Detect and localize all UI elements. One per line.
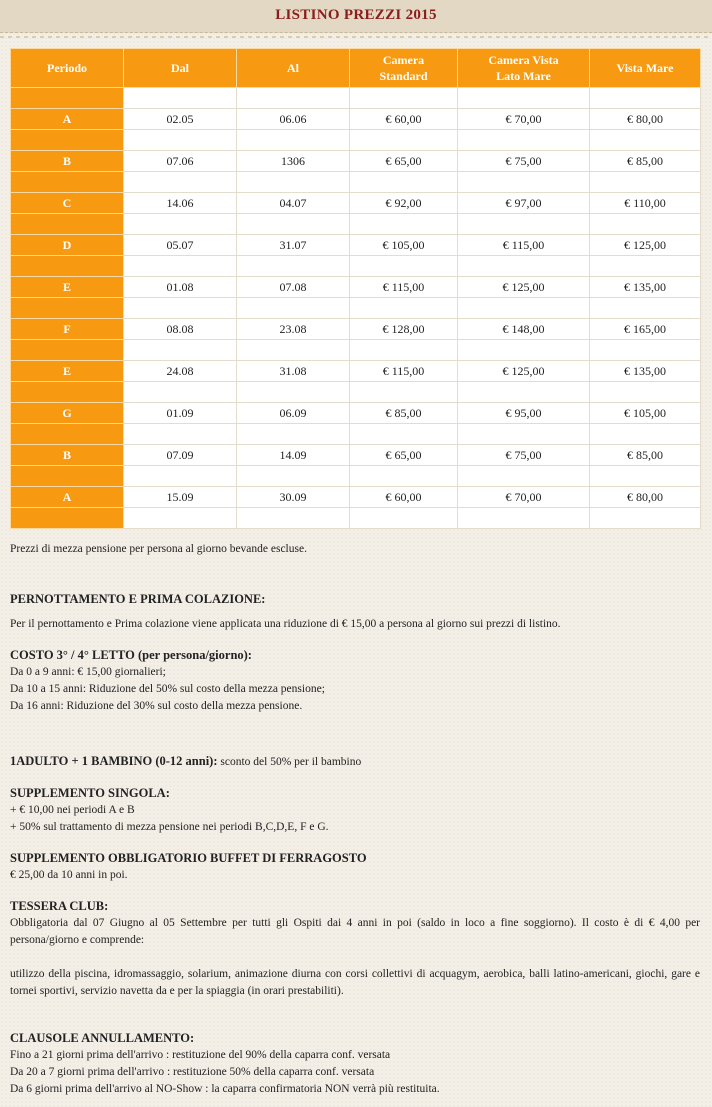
table-spacer-cell [124, 256, 237, 277]
table-spacer-row [11, 508, 701, 529]
beds-line: Da 16 anni: Riduzione del 30% sul costo della mezza pensione. [10, 700, 303, 712]
table-spacer-cell [590, 214, 701, 235]
header-camera-vista-lato-mare: Camera Vista Lato Mare [458, 49, 590, 88]
table-spacer-cell [237, 466, 350, 487]
table-spacer-cell [350, 424, 458, 445]
table-spacer-cell [458, 424, 590, 445]
table-spacer-cell [124, 130, 237, 151]
table-spacer-cell [11, 298, 124, 319]
cell-al: 06.09 [237, 403, 350, 424]
table-spacer-cell [237, 382, 350, 403]
table-header-row [11, 49, 701, 88]
table-spacer-cell [11, 172, 124, 193]
table-spacer-cell [350, 88, 458, 109]
header-camera-standard: Camera Standard [350, 49, 458, 88]
table-spacer-row [11, 130, 701, 151]
cell-camera-vista-lato-mare: € 125,00 [458, 277, 590, 298]
cell-camera-standard: € 85,00 [350, 403, 458, 424]
table-spacer-row [11, 88, 701, 109]
cell-periodo: G [11, 403, 124, 424]
club-includes: utilizzo della piscina, idromassaggio, solarium, animazione diurna con corsi collettivi di acquagym, aerobica, balli latino-americani, giochi, gare e tornei sportivi, servizio navetta da e per la spiaggia (in orari prestabiliti). [10, 968, 700, 997]
cell-dal: 24.08 [124, 361, 237, 382]
table-spacer-cell [237, 172, 350, 193]
club-heading: TESSERA CLUB: [10, 899, 109, 913]
table-spacer-cell [458, 130, 590, 151]
table-spacer-cell [458, 382, 590, 403]
cell-periodo: D [11, 235, 124, 256]
table-row [11, 403, 701, 424]
table-spacer-cell [590, 466, 701, 487]
cancel-line: Fino a 21 giorni prima dell'arrivo : restituzione del 90% della caparra conf. versata [10, 1049, 391, 1061]
cell-camera-standard: € 115,00 [350, 277, 458, 298]
table-spacer-row [11, 214, 701, 235]
cell-camera-standard: € 65,00 [350, 151, 458, 172]
cell-dal: 07.06 [124, 151, 237, 172]
cell-al: 23.08 [237, 319, 350, 340]
cell-dal: 08.08 [124, 319, 237, 340]
table-spacer-cell [458, 466, 590, 487]
table-spacer-cell [458, 214, 590, 235]
cell-vista-mare: € 85,00 [590, 151, 701, 172]
cell-camera-vista-lato-mare: € 75,00 [458, 151, 590, 172]
table-spacer-cell [590, 508, 701, 529]
table-spacer-cell [458, 508, 590, 529]
cell-camera-vista-lato-mare: € 75,00 [458, 445, 590, 466]
table-spacer-cell [124, 424, 237, 445]
cell-periodo: E [11, 361, 124, 382]
cell-vista-mare: € 135,00 [590, 361, 701, 382]
bnb-heading: PERNOTTAMENTO E PRIMA COLAZIONE: [10, 592, 266, 606]
cell-camera-standard: € 65,00 [350, 445, 458, 466]
single-line: + € 10,00 nei periodi A e B [10, 804, 135, 816]
cancel-heading: CLAUSOLE ANNULLAMENTO: [10, 1031, 195, 1045]
cell-vista-mare: € 105,00 [590, 403, 701, 424]
beds-heading: COSTO 3° / 4° LETTO (per persona/giorno): [10, 648, 252, 662]
table-spacer-cell [350, 508, 458, 529]
table-spacer-cell [11, 88, 124, 109]
cell-camera-vista-lato-mare: € 70,00 [458, 109, 590, 130]
table-spacer-cell [590, 172, 701, 193]
cell-camera-standard: € 128,00 [350, 319, 458, 340]
cell-dal: 01.09 [124, 403, 237, 424]
table-spacer-cell [11, 382, 124, 403]
header-al: Al [237, 49, 350, 88]
table-spacer-row [11, 466, 701, 487]
cell-periodo: B [11, 445, 124, 466]
cell-periodo: E [11, 277, 124, 298]
cell-camera-vista-lato-mare: € 97,00 [458, 193, 590, 214]
table-spacer-cell [11, 508, 124, 529]
beds-line: Da 0 a 9 anni: € 15,00 giornalieri; [10, 666, 166, 678]
price-table [10, 48, 701, 529]
cell-dal: 14.06 [124, 193, 237, 214]
table-spacer-cell [237, 256, 350, 277]
table-spacer-cell [350, 466, 458, 487]
table-spacer-cell [237, 214, 350, 235]
buffet-heading: SUPPLEMENTO OBBLIGATORIO BUFFET DI FERRAGOSTO [10, 851, 367, 865]
cancel-line: Da 20 a 7 giorni prima dell'arrivo : restituzione 50% della caparra conf. versata [10, 1066, 375, 1078]
cell-al: 07.08 [237, 277, 350, 298]
single-line: + 50% sul trattamento di mezza pensione nei periodi B,C,D,E, F e G. [10, 821, 329, 833]
cell-camera-vista-lato-mare: € 95,00 [458, 403, 590, 424]
cell-vista-mare: € 135,00 [590, 277, 701, 298]
cell-al: 30.09 [237, 487, 350, 508]
table-spacer-row [11, 298, 701, 319]
table-spacer-cell [590, 256, 701, 277]
table-spacer-cell [590, 298, 701, 319]
header-vista-mare: Vista Mare [590, 49, 701, 88]
cell-periodo: C [11, 193, 124, 214]
cell-vista-mare: € 165,00 [590, 319, 701, 340]
cell-dal: 02.05 [124, 109, 237, 130]
cell-vista-mare: € 110,00 [590, 193, 701, 214]
cell-vista-mare: € 125,00 [590, 235, 701, 256]
table-row [11, 151, 701, 172]
cell-dal: 05.07 [124, 235, 237, 256]
table-spacer-cell [237, 424, 350, 445]
table-spacer-cell [458, 88, 590, 109]
beds-line: Da 10 a 15 anni: Riduzione del 50% sul costo della mezza pensione; [10, 683, 325, 695]
adult-child-text: sconto del 50% per il bambino [217, 756, 362, 768]
table-row [11, 235, 701, 256]
cancel-line: Da 6 giorni prima dell'arrivo al NO-Show : la caparra confirmatoria NON verrà più restituita. [10, 1083, 440, 1095]
table-spacer-cell [458, 298, 590, 319]
table-spacer-cell [350, 214, 458, 235]
table-spacer-cell [590, 88, 701, 109]
table-spacer-cell [350, 130, 458, 151]
table-spacer-cell [124, 298, 237, 319]
title-bar [0, 0, 712, 33]
table-spacer-cell [237, 88, 350, 109]
cell-al: 1306 [237, 151, 350, 172]
table-row [11, 361, 701, 382]
table-spacer-cell [458, 256, 590, 277]
price-note: Prezzi di mezza pensione per persona al giorno bevande escluse. [10, 543, 307, 555]
cell-periodo: F [11, 319, 124, 340]
table-row [11, 487, 701, 508]
cell-dal: 01.08 [124, 277, 237, 298]
cell-vista-mare: € 80,00 [590, 109, 701, 130]
cell-al: 31.07 [237, 235, 350, 256]
cell-al: 14.09 [237, 445, 350, 466]
table-spacer-row [11, 340, 701, 361]
table-spacer-cell [11, 340, 124, 361]
table-spacer-row [11, 172, 701, 193]
table-row [11, 193, 701, 214]
table-spacer-row [11, 424, 701, 445]
club-text: Obbligatoria dal 07 Giugno al 05 Settembre per tutti gli Ospiti dai 4 anni in poi (saldo in loco a fine soggiorno). Il costo è di € 4,00 per persona/giorno e comprende: [10, 917, 700, 946]
table-row [11, 445, 701, 466]
table-spacer-cell [124, 214, 237, 235]
cell-camera-standard: € 92,00 [350, 193, 458, 214]
table-spacer-cell [11, 424, 124, 445]
cell-al: 04.07 [237, 193, 350, 214]
table-spacer-cell [237, 298, 350, 319]
table-spacer-cell [124, 88, 237, 109]
table-spacer-cell [11, 130, 124, 151]
table-spacer-cell [590, 340, 701, 361]
table-row [11, 319, 701, 340]
table-spacer-cell [458, 340, 590, 361]
content [10, 541, 700, 1098]
cell-camera-standard: € 115,00 [350, 361, 458, 382]
cell-camera-standard: € 60,00 [350, 487, 458, 508]
cell-dal: 15.09 [124, 487, 237, 508]
adult-child-line [10, 753, 700, 771]
table-spacer-cell [590, 424, 701, 445]
table-spacer-cell [350, 256, 458, 277]
table-spacer-cell [237, 508, 350, 529]
table-spacer-cell [11, 214, 124, 235]
cell-vista-mare: € 85,00 [590, 445, 701, 466]
cell-camera-vista-lato-mare: € 70,00 [458, 487, 590, 508]
table-spacer-cell [11, 256, 124, 277]
table-spacer-cell [350, 340, 458, 361]
bnb-text: Per il pernottamento e Prima colazione viene applicata una riduzione di € 15,00 a persona al giorno sui prezzi di listino. [10, 618, 561, 630]
cell-camera-standard: € 60,00 [350, 109, 458, 130]
single-heading: SUPPLEMENTO SINGOLA: [10, 786, 170, 800]
table-spacer-cell [124, 382, 237, 403]
cell-vista-mare: € 80,00 [590, 487, 701, 508]
table-row [11, 277, 701, 298]
table-spacer-cell [237, 130, 350, 151]
cell-dal: 07.09 [124, 445, 237, 466]
buffet-text: € 25,00 da 10 anni in poi. [10, 869, 128, 881]
table-spacer-cell [590, 382, 701, 403]
table-row [11, 109, 701, 130]
table-spacer-row [11, 256, 701, 277]
cell-camera-standard: € 105,00 [350, 235, 458, 256]
table-spacer-cell [350, 382, 458, 403]
table-spacer-cell [11, 466, 124, 487]
cell-camera-vista-lato-mare: € 148,00 [458, 319, 590, 340]
table-spacer-cell [590, 130, 701, 151]
cell-camera-vista-lato-mare: € 115,00 [458, 235, 590, 256]
table-spacer-cell [124, 466, 237, 487]
table-spacer-cell [124, 508, 237, 529]
decorative-divider [0, 36, 712, 40]
cell-periodo: A [11, 487, 124, 508]
table-spacer-cell [124, 340, 237, 361]
cell-periodo: A [11, 109, 124, 130]
table-spacer-cell [237, 340, 350, 361]
table-spacer-cell [350, 172, 458, 193]
adult-child-heading: 1ADULTO + 1 BAMBINO (0-12 anni): [10, 754, 218, 768]
header-dal: Dal [124, 49, 237, 88]
cell-camera-vista-lato-mare: € 125,00 [458, 361, 590, 382]
table-spacer-row [11, 382, 701, 403]
table-spacer-cell [458, 172, 590, 193]
page-title: LISTINO PREZZI 2015 [275, 7, 437, 23]
header-periodo: Periodo [11, 49, 124, 88]
cell-periodo: B [11, 151, 124, 172]
cell-al: 06.06 [237, 109, 350, 130]
table-spacer-cell [350, 298, 458, 319]
table-spacer-cell [124, 172, 237, 193]
cell-al: 31.08 [237, 361, 350, 382]
